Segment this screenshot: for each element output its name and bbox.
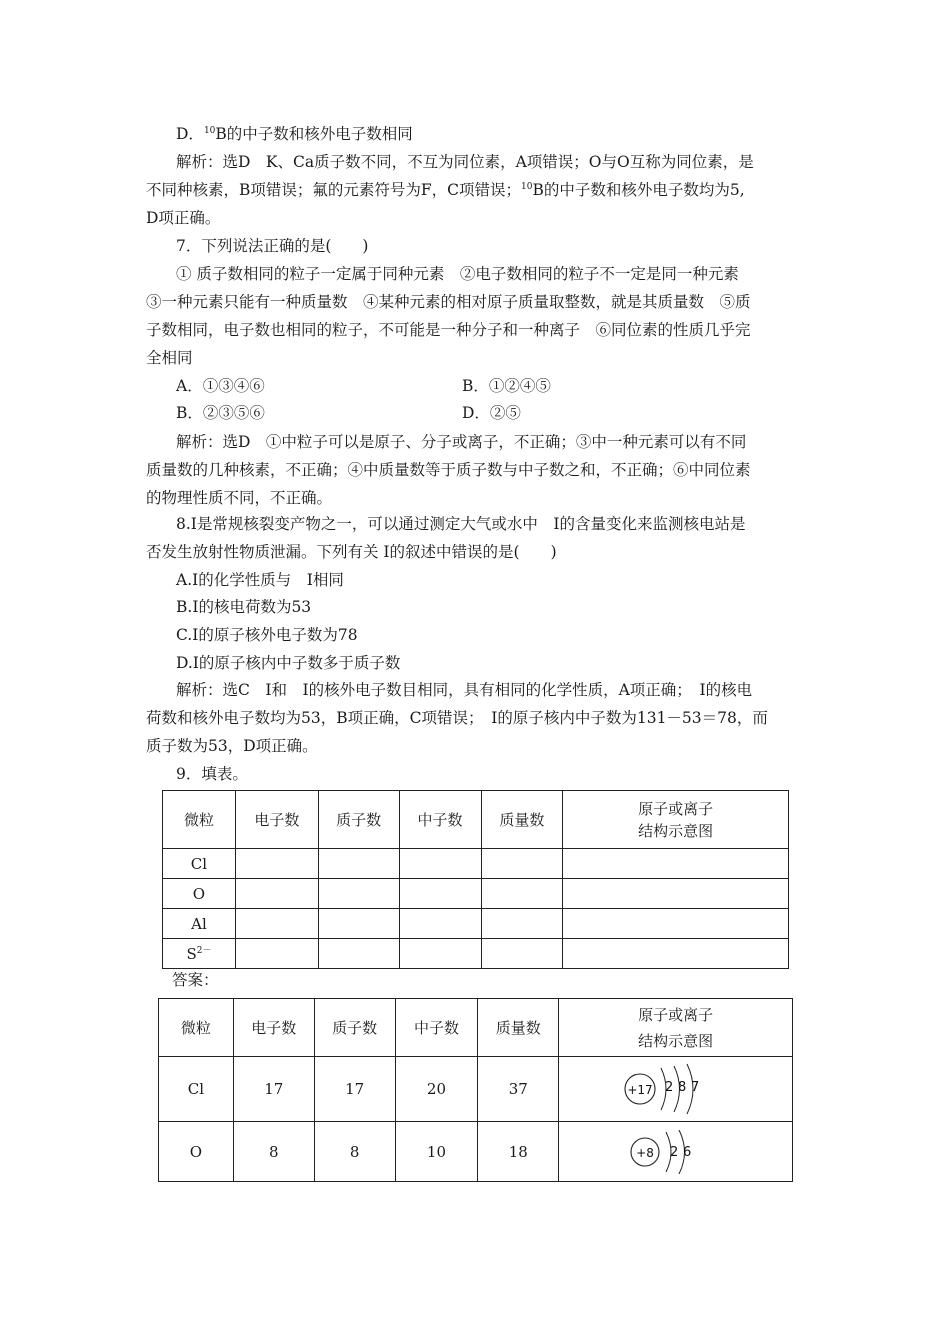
shell-electrons: 8	[677, 1080, 686, 1095]
empty-cell[interactable]	[399, 939, 481, 969]
header-cell: 中子数	[399, 791, 481, 849]
header-cell: 质子数	[318, 791, 399, 849]
option-d: D.I的原子核内中子数多于质子数	[176, 654, 401, 672]
charge: 2－	[196, 945, 212, 956]
header-cell: 微粒	[163, 791, 236, 849]
header-cell: 质量数	[481, 791, 563, 849]
shell-electrons: 2	[664, 1080, 673, 1095]
shell-electrons: 6	[682, 1144, 691, 1160]
shell-electrons: 7	[690, 1080, 699, 1095]
option-b: B．①②④⑤	[462, 377, 551, 395]
option-a: A.I的化学性质与 I相同	[176, 571, 344, 589]
text: 不同种核素，B项错误；氟的元素符号为F，C项错误；	[146, 181, 522, 199]
particle-cell: Cl	[159, 1057, 234, 1122]
text: D．	[176, 125, 204, 143]
option-a: A．①③④⑥	[176, 377, 265, 395]
empty-cell[interactable]	[563, 939, 789, 969]
empty-cell[interactable]	[235, 849, 318, 879]
option-d: D．②⑤	[462, 404, 521, 422]
mass-number: 37	[478, 1057, 559, 1122]
proton-count: 8	[314, 1122, 395, 1182]
text-line: 否发生放射性物质泄漏。下列有关 I的叙述中错误的是( )	[146, 543, 557, 561]
text-line: 的物理性质不同，不正确。	[146, 489, 333, 507]
header-line: 结构示意图	[638, 1031, 714, 1050]
empty-cell[interactable]	[235, 909, 318, 939]
text-line: D项正确。	[146, 209, 221, 227]
answer-label: 答案：	[172, 971, 219, 989]
empty-cell[interactable]	[481, 909, 563, 939]
header-cell: 微粒	[159, 999, 234, 1057]
option-c: B．②③⑤⑥	[176, 404, 265, 422]
text: B的中子数和核外电子数均为5,	[532, 181, 745, 199]
particle-cell: Cl	[163, 849, 236, 879]
text-line: 解析：选D ①中粒子可以是原子、分子或离子，不正确；③中一种元素可以有不同	[176, 433, 747, 451]
header-cell: 电子数	[235, 791, 318, 849]
text-line: 子数相同，电子数也相同的粒子，不可能是一种分子和一种离子 ⑥同位素的性质几乎完	[146, 321, 751, 339]
text: B的中子数和核外电子数相同	[215, 125, 413, 143]
structure-diagram-cell	[559, 1122, 793, 1182]
particle-cell: Al	[163, 909, 236, 939]
oxygen-structure-diagram	[626, 1124, 726, 1180]
particle-cell: O	[159, 1122, 234, 1182]
header-cell: 电子数	[233, 999, 314, 1057]
empty-cell[interactable]	[318, 939, 399, 969]
empty-cell[interactable]	[399, 909, 481, 939]
question-9: 9．填表。	[176, 765, 248, 783]
text-line: 质量数的几种核素，不正确；④中质量数等于质子数与中子数之和，不正确；⑥中同位素	[146, 461, 751, 479]
particle-cell: O	[163, 879, 236, 909]
neutron-count: 20	[395, 1057, 478, 1122]
proton-count: 17	[314, 1057, 395, 1122]
empty-cell[interactable]	[318, 849, 399, 879]
text-line: ① 质子数相同的粒子一定属于同种元素 ②电子数相同的粒子不一定是同一种元素	[176, 265, 739, 283]
text-line: 质子数为53，D项正确。	[146, 737, 318, 755]
empty-cell[interactable]	[399, 849, 481, 879]
header-cell: 中子数	[395, 999, 478, 1057]
empty-cell[interactable]	[481, 939, 563, 969]
chlorine-structure-diagram	[621, 1058, 731, 1120]
superscript: 10	[203, 126, 216, 136]
empty-cell[interactable]	[481, 879, 563, 909]
neutron-count: 10	[395, 1122, 478, 1182]
text-line: 解析：选D K、Ca质子数不同，不互为同位素，A项错误；O与O互称为同位素，是	[176, 153, 754, 171]
empty-cell[interactable]	[318, 909, 399, 939]
text-line: 解析：选C I和 I的核外电子数目相同，具有相同的化学性质，A项正确； I的核电	[176, 681, 753, 699]
question-7: 7．下列说法正确的是( )	[176, 237, 369, 255]
option-c: C.I的原子核外电子数为78	[176, 626, 358, 644]
empty-cell[interactable]	[481, 849, 563, 879]
empty-cell[interactable]	[318, 879, 399, 909]
text-line: 全相同	[146, 349, 193, 367]
empty-cell[interactable]	[399, 879, 481, 909]
option-d-line	[176, 124, 413, 144]
electron-count: 8	[233, 1122, 314, 1182]
symbol: S	[186, 944, 197, 963]
text-line	[146, 180, 745, 200]
option-b: B.I的核电荷数为53	[176, 598, 312, 616]
header-cell	[563, 791, 789, 849]
empty-cell[interactable]	[563, 879, 789, 909]
header-cell: 质子数	[314, 999, 395, 1057]
empty-cell[interactable]	[235, 879, 318, 909]
header-line: 原子或离子	[638, 1005, 714, 1024]
nucleus-charge: +8	[635, 1145, 654, 1160]
electron-count: 17	[233, 1057, 314, 1122]
empty-cell[interactable]	[235, 939, 318, 969]
header-line: 原子或离子	[638, 799, 714, 818]
shell-electrons: 2	[669, 1144, 678, 1160]
blank-table	[162, 790, 789, 969]
structure-diagram-cell	[559, 1057, 793, 1122]
empty-cell[interactable]	[563, 909, 789, 939]
empty-cell[interactable]	[563, 849, 789, 879]
question-8: 8.I是常规核裂变产物之一，可以通过测定大气或水中 I的含量变化来监测核电站是	[176, 515, 746, 533]
particle-cell	[163, 939, 236, 969]
header-line: 结构示意图	[638, 821, 714, 840]
text-line: ③一种元素只能有一种质量数 ④某种元素的相对原子质量取整数，就是其质量数 ⑤质	[146, 293, 751, 311]
header-cell: 质量数	[478, 999, 559, 1057]
answer-table	[158, 998, 793, 1182]
header-cell	[559, 999, 793, 1057]
superscript: 10	[521, 182, 533, 192]
mass-number: 18	[478, 1122, 559, 1182]
nucleus-charge: +17	[626, 1083, 653, 1097]
text-line: 荷数和核外电子数均为53，B项正确，C项错误； I的原子核内中子数为131－53＝78，而	[146, 709, 768, 727]
